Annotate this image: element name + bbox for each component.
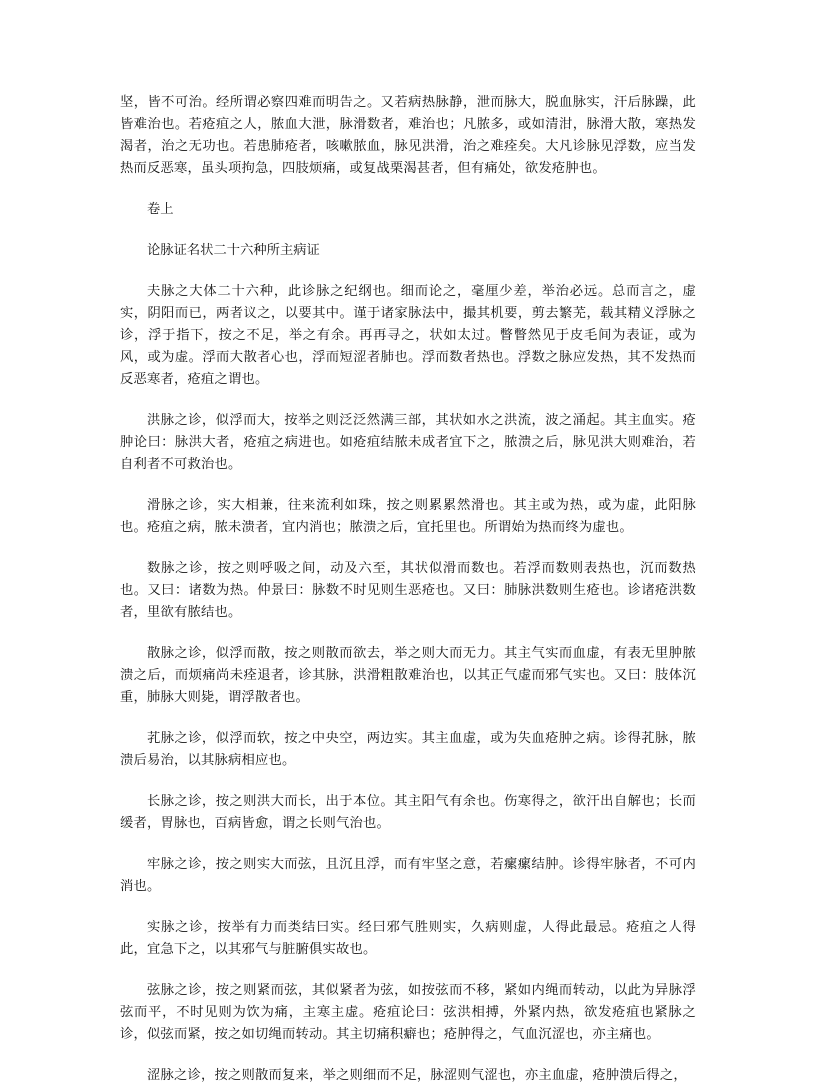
paragraph-san-pulse: 散脉之诊，似浮而散，按之则散而欲去，举之则大而无力。其主气实而血虚，有表无里肿脓溃之后，而烦痛尚未痊退者，诊其脉，洪滑粗散难治也，以其正气虚而邪气实也。又曰：肢体沉重，肺脉大则毙，谓浮散者也。 — [120, 646, 696, 705]
paragraph-lao-pulse: 牢脉之诊，按之则实大而弦，且沉且浮，而有牢坚之意，若瘰瘰结肿。诊得牢脉者，不可内消也。 — [120, 857, 696, 894]
paragraph-se-pulse: 涩脉之诊，按之则散而复来，举之则细而不足，脉涩则气涩也，亦主血虚，疮肿溃后得之， — [147, 1068, 687, 1083]
opening-paragraph: 坚，皆不可治。经所谓必察四难而明告之。又若病热脉静，泄而脉大，脱血脉实，汗后脉躁，此皆难治也。若疮疽之人，脓血大泄，脉滑数者，难治也；凡脓多，或如清泔，脉滑大散，寒热发渴者，治之无功也。若患肺疮者，咳嗽脓血，脉见洪滑，治之难痊矣。大凡诊脉见浮数，应当发热而反恶寒，虽头项拘急，四肢烦痛，或复战栗渴甚者，但有痛处，欲发疮肿也。 — [120, 95, 696, 176]
document-page — [120, 92, 696, 1087]
paragraph-hong-pulse: 洪脉之诊，似浮而大，按举之则泛泛然满三部，其状如水之洪流，波之涌起。其主血实。疮肿论曰：脉洪大者，疮疽之病进也。如疮疽结脓未成者宜下之，脓溃之后，脉见洪大则难治，若自利者不可救治也。 — [120, 413, 696, 472]
paragraph-pulse-overview: 夫脉之大体二十六种，此诊脉之纪纲也。细而论之，毫厘少差，举治必远。总而言之，虚实，阴阳而已，两者议之，以要其中。谨于诸家脉法中，撮其机要，剪去繁芜，载其精义浮脉之诊，浮于指下，按之不足，举之有余。再再寻之，状如太过。瞥瞥然见于皮毛间为表证，或为风，或为虚。浮而大散者心也，浮而短涩者肺也。浮而数者热也。浮数之脉应发热，其不发热而反恶寒者，疮疽之谓也。 — [120, 284, 696, 387]
volume-heading: 卷上 — [147, 202, 174, 217]
paragraph-chang-pulse: 长脉之诊，按之则洪大而长，出于本位。其主阳气有余也。伤寒得之，欲汗出自解也；长而缓者，胃脉也，百病皆愈，谓之长则气治也。 — [120, 794, 696, 831]
paragraph-shu-pulse: 数脉之诊，按之则呼吸之间，动及六至，其状似滑而数也。若浮而数则表热也，沉而数热也。又曰：诸数为热。仲景曰：脉数不时见则生恶疮也。又曰：肺脉洪数则生疮也。诊诸疮洪数者，里欲有脓结也。 — [120, 561, 696, 620]
paragraph-shi-pulse: 实脉之诊，按举有力而类结曰实。经曰邪气胜则实，久病则虚，人得此最忌。疮疽之人得此，宜急下之，以其邪气与脏腑俱实故也。 — [120, 920, 696, 957]
section-heading: 论脉证名状二十六种所主病证 — [147, 243, 320, 258]
paragraph-kou-pulse: 芤脉之诊，似浮而软，按之中央空，两边实。其主血虚，或为失血疮肿之病。诊得芤脉，脓溃后易治，以其脉病相应也。 — [120, 731, 696, 768]
paragraph-hua-pulse: 滑脉之诊，实大相兼，往来流利如珠，按之则累累然滑也。其主或为热，或为虚，此阳脉也。疮疽之病，脓未溃者，宜内消也；脓溃之后，宜托里也。所谓始为热而终为虚也。 — [120, 498, 696, 535]
paragraph-xian-pulse: 弦脉之诊，按之则紧而弦，其似紧者为弦，如按弦而不移，紧如内绳而转动，以此为异脉浮弦而平，不时见则为饮为痛，主寒主虚。疮疽论曰：弦洪相搏，外紧内热，欲发疮疽也紧脉之诊，似弦而紧，按之如切绳而转动。其主切痛积癖也；疮肿得之，气血沉涩也，亦主痛也。 — [120, 983, 696, 1042]
